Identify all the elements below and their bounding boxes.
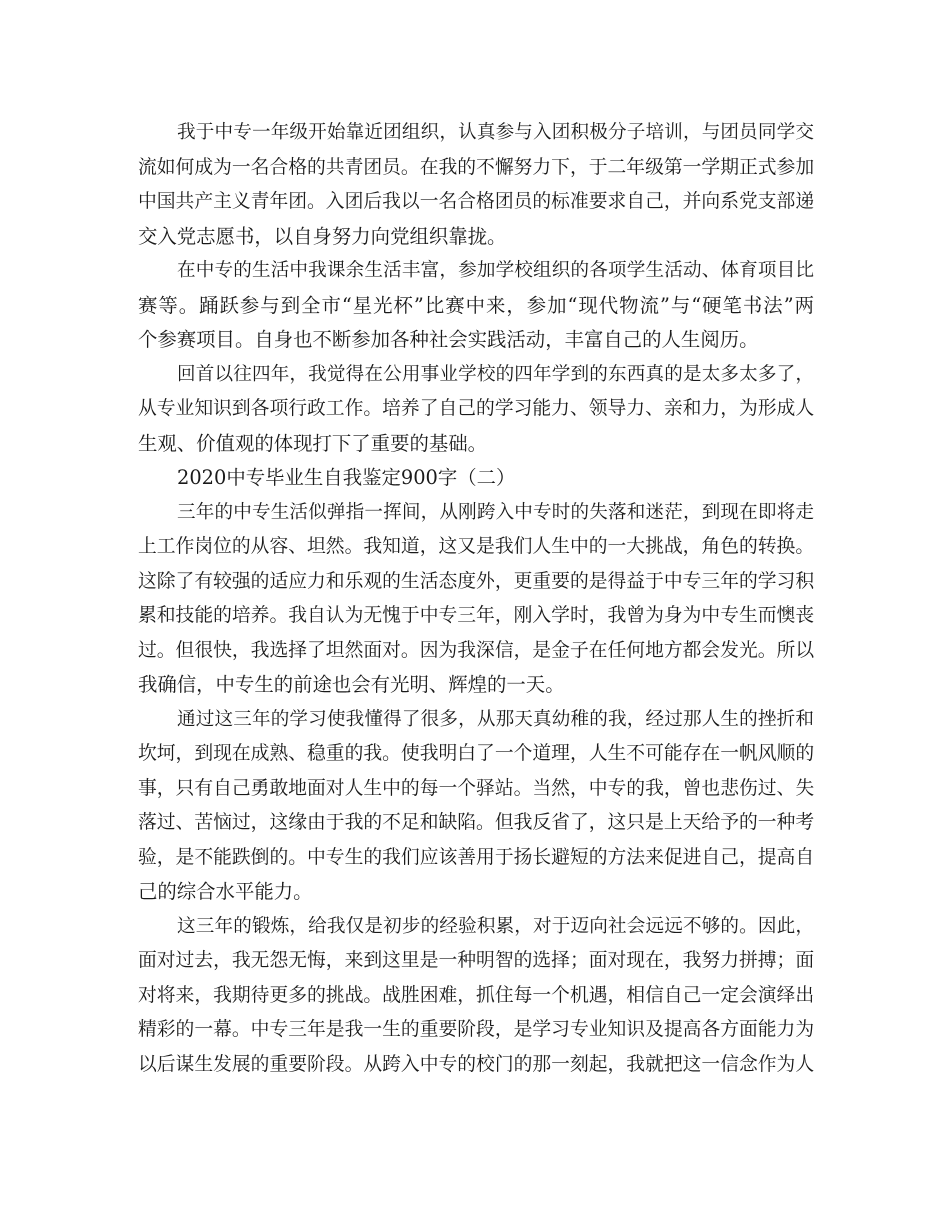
text-line: 我确信，中专生的前途也会有光明、辉煌的一天。: [138, 673, 565, 696]
paragraph-lessons-learned: [138, 703, 814, 910]
section-heading: [138, 461, 814, 496]
paragraph-looking-forward: [138, 910, 814, 1083]
paragraph-league-membership: [138, 116, 814, 254]
text-line: 这除了有较强的适应力和乐观的生活态度外，更重要的是得益于中专三年的学习积: [138, 570, 815, 592]
text-line: 上工作岗位的从容、坦然。我知道，这又是我们人生中的一大挑战，角色的转换。: [138, 536, 815, 557]
text-line: 过。但很快，我选择了坦然面对。因为我深信，是金子在任何地方都会发光。所以: [138, 639, 815, 661]
text-line: 精彩的一幕。中专三年是我一生的重要阶段，是学习专业知识及提高各方面能力为: [138, 1019, 815, 1040]
text-line: 对将来，我期待更多的挑战。战胜困难，抓住每一个机遇，相信自己一定会演绎出: [138, 984, 815, 1006]
text-line: 交入党志愿书，以自身努力向党组织靠拢。: [138, 224, 507, 248]
section-title: 2020中专毕业生自我鉴定900字（二）: [177, 466, 516, 489]
text-line: 坎坷，到现在成熟、稳重的我。使我明白了一个道理，人生不可能存在一帆风顺的: [138, 743, 815, 764]
text-line: 累和技能的培养。我自认为无愧于中专三年，刚入学时，我曾为身为中专生而懊丧: [138, 605, 815, 626]
text-line: 落过、苦恼过，这缘由于我的不足和缺陷。但我反省了，这只是上天给予的一种考: [138, 812, 815, 833]
paragraph-four-years-review: [138, 358, 814, 462]
text-line: 己的综合水平能力。: [138, 880, 313, 903]
text-line: 在中专的生活中我课余生活丰富，参加学校组织的各项学生活动、体育项目比: [177, 260, 814, 281]
paragraph-campus-activities: [138, 254, 814, 358]
text-line: 赛等。踊跃参与到全市“星光杯”比赛中来，参加“现代物流”与“硬笔书法”两: [138, 293, 814, 317]
text-line: 回首以往四年，我觉得在公用事业学校的四年学到的东西真的是太多太多了，: [177, 363, 814, 385]
text-line: 中国共产主义青年团。入团后我以一名合格团员的标准要求自己，并向系党支部递: [138, 191, 815, 212]
text-line: 三年的中专生活似弹指一挥间，从刚跨入中专时的失落和迷茫，到现在即将走: [177, 501, 814, 523]
text-line: 从专业知识到各项行政工作。培养了自己的学习能力、领导力、亲和力，为形成人: [138, 398, 815, 419]
document-body: [138, 116, 814, 1082]
text-line: 事，只有自己勇敢地面对人生中的每一个驿站。当然，中专的我，曾也悲伤过、失: [138, 777, 815, 799]
text-line: 个参赛项目。自身也不断参加各种社会实践活动，丰富自己的人生阅历。: [138, 328, 759, 351]
text-line: 生观、价值观的体现打下了重要的基础。: [138, 431, 488, 455]
text-line: 我于中专一年级开始靠近团组织，认真参与入团积极分子培训，与团员同学交: [177, 122, 814, 143]
text-line: 流如何成为一名合格的共青团员。在我的不懈努力下，于二年级第一学期正式参加: [138, 156, 815, 178]
paragraph-three-years-life: [138, 496, 814, 703]
text-line: 面对过去，我无怨无悔，来到这里是一种明智的选择；面对现在，我努力拼搏；面: [138, 950, 815, 971]
text-line: 通过这三年的学习使我懂得了很多，从那天真幼稚的我，经过那人生的挫折和: [177, 708, 814, 730]
text-line: 这三年的锻炼，给我仅是初步的经验积累，对于迈向社会远远不够的。因此，: [177, 915, 814, 937]
text-line: 验，是不能跌倒的。中专生的我们应该善用于扬长避短的方法来促进自己，提高自: [138, 846, 815, 868]
text-line: 以后谋生发展的重要阶段。从跨入中专的校门的那一刻起，我就把这一信念作为人: [138, 1053, 815, 1075]
